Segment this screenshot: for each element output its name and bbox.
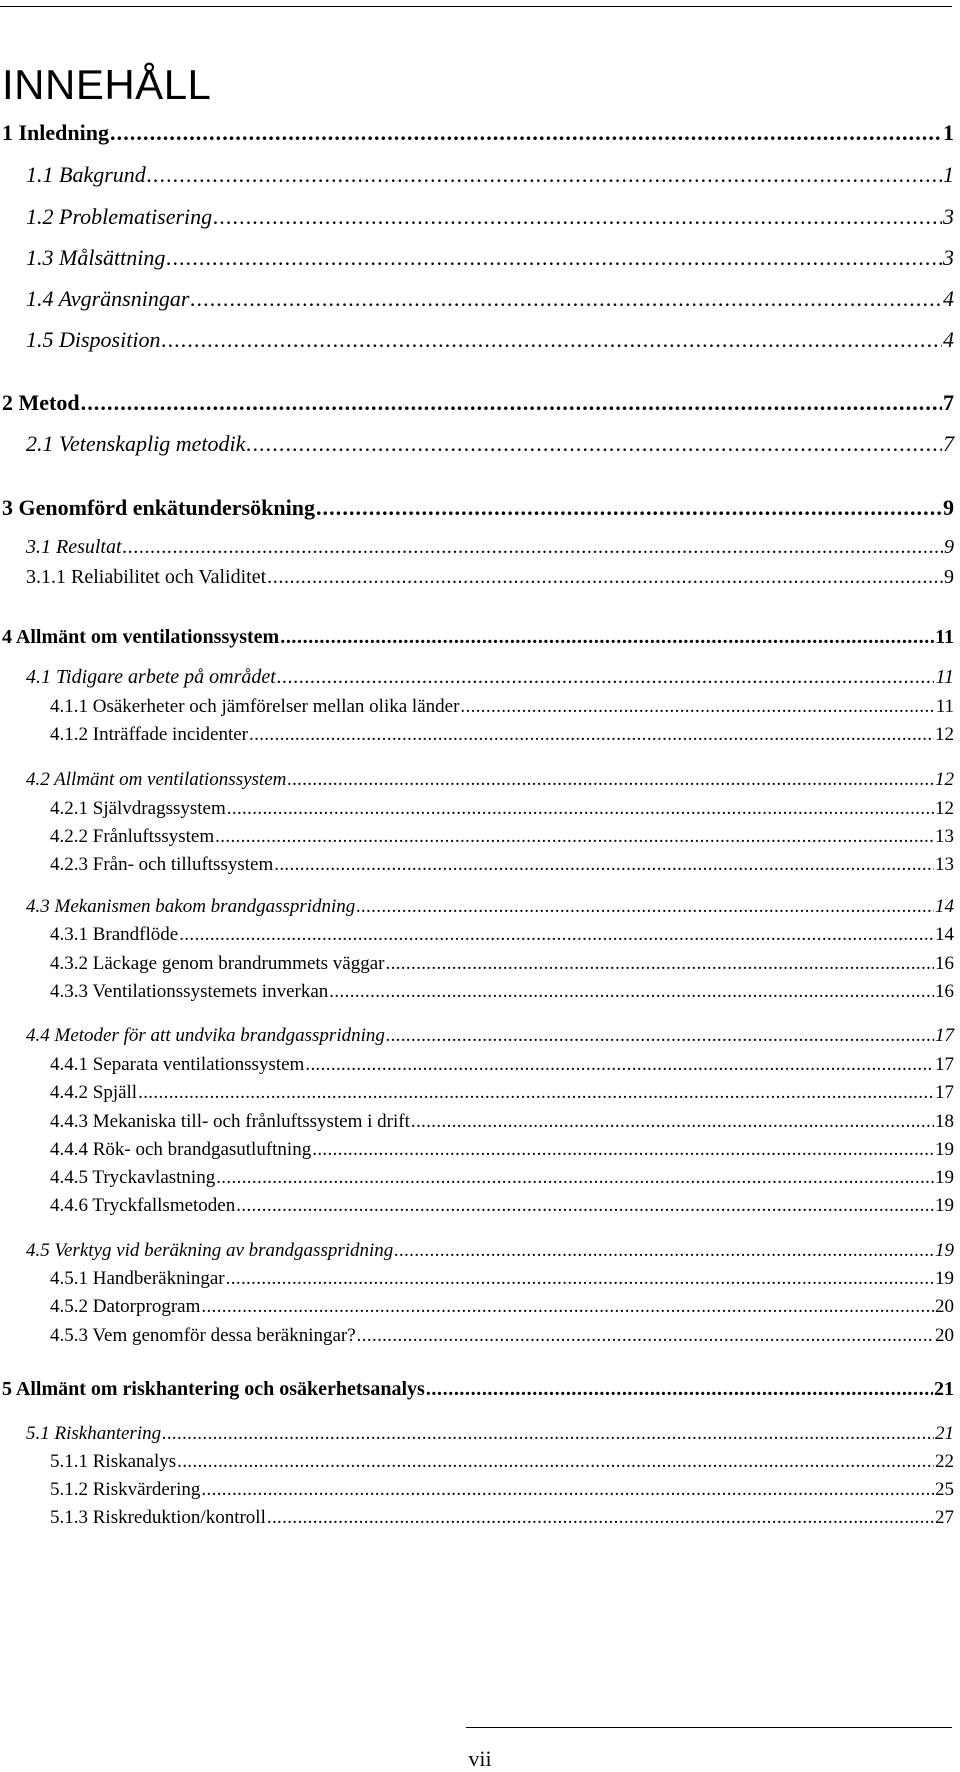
toc-entry-page: 14 (935, 924, 954, 945)
toc-entry-page: 13 (935, 826, 954, 847)
toc-entry-label: 5.1.1 Riskanalys (50, 1451, 177, 1472)
toc-entry-page: 27 (935, 1507, 954, 1528)
toc-leader-dots (236, 1196, 934, 1215)
toc-entry[interactable] (50, 1297, 954, 1316)
toc-leader-dots (177, 1452, 934, 1471)
toc-entry-label: 1.2 Problematisering (26, 204, 213, 229)
toc-entry-page: 12 (935, 769, 954, 790)
toc-leader-dots (277, 667, 935, 687)
toc-entry-label: 4.3.1 Brandflöde (50, 924, 179, 945)
toc-entry-page: 1 (943, 120, 954, 145)
toc-entry-page: 7 (943, 390, 954, 415)
toc-leader-dots (216, 1168, 934, 1187)
toc-entry-label: 5.1.2 Riskvärdering (50, 1479, 201, 1500)
toc-entry-page: 14 (935, 896, 954, 917)
toc-leader-dots (312, 1140, 934, 1159)
toc-entry[interactable] (50, 1452, 954, 1471)
toc-leader-dots (386, 954, 935, 973)
toc-leader-dots (305, 1055, 934, 1074)
toc-entry-label: 2 Metod (2, 390, 80, 415)
toc-entry[interactable] (50, 1083, 954, 1102)
toc-entry[interactable] (26, 1241, 954, 1260)
toc-leader-dots (147, 164, 942, 186)
toc-entry-page: 21 (934, 1378, 954, 1400)
toc-leader-dots (316, 497, 942, 519)
toc-leader-dots (329, 982, 934, 1001)
toc-leader-dots (226, 1269, 934, 1288)
toc-entry[interactable] (26, 206, 954, 228)
toc-entry[interactable] (50, 1269, 954, 1288)
toc-entry-label: 4 Allmänt om ventilationssystem (2, 626, 280, 648)
toc-entry-label: 1.1 Bakgrund (26, 162, 146, 187)
toc-entry-label: 5.1.3 Riskreduktion/kontroll (50, 1507, 266, 1528)
toc-entry-label: 1.5 Disposition (26, 327, 161, 352)
toc-entry-label: 4.5 Verktyg vid beräkning av brandgasspridning (26, 1240, 394, 1261)
toc-entry-label: 1 Inledning (2, 120, 109, 145)
toc-entry-label: 4.4.1 Separata ventilationssystem (50, 1054, 305, 1075)
toc-entry-page: 18 (935, 1111, 954, 1132)
toc-entry-label: 3 Genomförd enkätundersökning (2, 495, 315, 520)
toc-entry-page: 9 (943, 495, 954, 520)
toc-entry-page: 20 (935, 1325, 954, 1346)
toc-leader-dots (179, 925, 934, 944)
toc-entry-label: 4.5.1 Handberäkningar (50, 1268, 225, 1289)
toc-entry-label: 4.2.3 Från- och tilluftssystem (50, 854, 274, 875)
toc-entry[interactable] (2, 122, 954, 144)
toc-entry[interactable] (26, 329, 954, 351)
toc-entry[interactable] (50, 827, 954, 846)
toc-entry[interactable] (50, 697, 954, 716)
toc-entry-page: 11 (935, 696, 954, 717)
toc-entry-label: 4.3.2 Läckage genom brandrummets väggar (50, 953, 385, 974)
toc-entry-page: 22 (935, 1451, 954, 1472)
toc-entry-label: 4.2.2 Frånluftssystem (50, 826, 215, 847)
toc-entry-page: 4 (943, 327, 954, 352)
toc-entry-label: 4.1.1 Osäkerheter och jämförelser mellan olika länder (50, 696, 460, 717)
toc-leader-dots (201, 1297, 934, 1316)
toc-entry-page: 12 (935, 724, 954, 745)
toc-entry-page: 9 (944, 536, 954, 558)
toc-entry-page: 16 (935, 981, 954, 1002)
toc-entry-page: 11 (935, 626, 954, 648)
toc-entry[interactable] (26, 667, 954, 687)
toc-leader-dots (201, 1480, 934, 1499)
toc-entry[interactable] (50, 1112, 954, 1131)
toc-entry-page: 20 (935, 1296, 954, 1317)
toc-entry-label: 5 Allmänt om riskhantering och osäkerhetsanalys (2, 1378, 425, 1400)
toc-entry-label: 4.4 Metoder för att undvika brandgasspridning (26, 1025, 385, 1046)
toc-leader-dots (166, 247, 942, 269)
toc-entry-page: 1 (943, 162, 954, 187)
toc-entry-label: 4.2.1 Självdragssystem (50, 798, 226, 819)
toc-leader-dots (267, 567, 943, 587)
toc-entry-label: 2.1 Vetenskaplig metodik (26, 431, 246, 456)
toc-entry[interactable] (26, 897, 954, 916)
toc-entry[interactable] (50, 954, 954, 973)
toc-entry[interactable] (50, 1508, 954, 1527)
toc-entry-page: 3 (943, 204, 954, 229)
page-title: INNEHÅLL (2, 61, 212, 108)
toc-leader-dots (280, 627, 934, 647)
toc-entry-page: 17 (935, 1054, 954, 1075)
toc-leader-dots (426, 1379, 933, 1399)
toc-entry-label: 4.2 Allmänt om ventilationssystem (26, 769, 287, 790)
toc-leader-dots (394, 1241, 934, 1260)
toc-entry-label: 3.1.1 Reliabilitet och Validitet (26, 566, 267, 588)
toc-leader-dots (267, 1508, 934, 1527)
toc-entry-page: 11 (935, 666, 954, 688)
toc-entry-label: 4.4.4 Rök- och brandgasutluftning (50, 1139, 312, 1160)
toc-entry-page: 9 (944, 566, 954, 588)
toc-leader-dots (227, 799, 934, 818)
toc-entry-label: 4.5.2 Datorprogram (50, 1296, 201, 1317)
header-rule (0, 6, 952, 7)
page-number: vii (468, 1746, 492, 1771)
toc-leader-dots (110, 122, 942, 144)
toc-entry[interactable] (50, 1196, 954, 1215)
toc-leader-dots (386, 1026, 934, 1045)
toc-leader-dots (213, 206, 942, 228)
toc-entry-label: 4.5.3 Vem genomför dessa beräkningar? (50, 1325, 356, 1346)
toc-entry[interactable] (26, 164, 954, 186)
toc-entry-page: 21 (935, 1423, 954, 1444)
toc-leader-dots (357, 1326, 934, 1345)
toc-entry[interactable] (26, 1424, 954, 1443)
toc-entry[interactable] (26, 247, 954, 269)
footer-rule (466, 1727, 952, 1728)
toc-entry-page: 17 (935, 1025, 954, 1046)
toc-entry-page: 19 (935, 1240, 954, 1261)
toc-entry[interactable] (26, 567, 954, 587)
toc-entry-page: 19 (935, 1139, 954, 1160)
toc-leader-dots (287, 770, 934, 789)
toc-entry-label: 4.3 Mekanismen bakom brandgasspridning (26, 896, 356, 917)
toc-entry-label: 1.3 Målsättning (26, 245, 166, 270)
toc-entry[interactable] (26, 288, 954, 310)
toc-entry-page: 19 (935, 1268, 954, 1289)
toc-entry[interactable] (50, 925, 954, 944)
toc-leader-dots (123, 537, 943, 557)
toc-entry[interactable] (50, 1480, 954, 1499)
toc-entry[interactable] (2, 627, 954, 647)
toc-entry[interactable] (2, 1379, 954, 1399)
toc-entry[interactable] (50, 855, 954, 874)
toc-entry-page: 16 (935, 953, 954, 974)
toc-entry-page: 4 (943, 286, 954, 311)
toc-leader-dots (274, 855, 934, 874)
toc-leader-dots (81, 392, 942, 414)
toc-entry-label: 3.1 Resultat (26, 536, 122, 558)
toc-leader-dots (162, 1424, 934, 1443)
toc-entry[interactable] (26, 1026, 954, 1045)
toc-entry-page: 12 (935, 798, 954, 819)
toc-leader-dots (190, 288, 942, 310)
toc-entry-page: 25 (935, 1479, 954, 1500)
toc-entry-page: 19 (935, 1167, 954, 1188)
toc-entry-label: 4.3.3 Ventilationssystemets inverkan (50, 981, 329, 1002)
toc-entry-page: 17 (935, 1082, 954, 1103)
toc-entry-label: 1.4 Avgränsningar (26, 286, 190, 311)
toc-entry[interactable] (26, 537, 954, 557)
toc-leader-dots (246, 433, 942, 455)
toc-leader-dots (215, 827, 934, 846)
toc-entry[interactable] (26, 770, 954, 789)
toc-entry[interactable] (50, 1055, 954, 1074)
toc-entry[interactable] (50, 1326, 954, 1345)
toc-leader-dots (460, 697, 934, 716)
toc-leader-dots (249, 725, 934, 744)
toc-entry-page: 7 (943, 431, 954, 456)
toc-entry[interactable] (2, 497, 954, 519)
toc-leader-dots (161, 329, 942, 351)
toc-leader-dots (138, 1083, 934, 1102)
toc-entry[interactable] (50, 1168, 954, 1187)
toc-entry-label: 4.1 Tidigare arbete på området (26, 666, 276, 688)
toc-entry-page: 13 (935, 854, 954, 875)
toc-entry[interactable] (2, 392, 954, 414)
toc-entry[interactable] (50, 799, 954, 818)
toc-entry-page: 19 (935, 1195, 954, 1216)
toc-entry-label: 5.1 Riskhantering (26, 1423, 162, 1444)
toc-entry-page: 3 (943, 245, 954, 270)
toc-entry[interactable] (50, 982, 954, 1001)
toc-entry-label: 4.1.2 Inträffade incidenter (50, 724, 249, 745)
toc-leader-dots (356, 897, 934, 916)
toc-entry[interactable] (50, 1140, 954, 1159)
toc-entry-label: 4.4.3 Mekaniska till- och frånluftssystem i drift (50, 1111, 410, 1132)
toc-entry-label: 4.4.2 Spjäll (50, 1082, 138, 1103)
toc-leader-dots (411, 1112, 934, 1131)
toc-entry-label: 4.4.5 Tryckavlastning (50, 1167, 216, 1188)
toc-entry[interactable] (26, 433, 954, 455)
toc-entry-label: 4.4.6 Tryckfallsmetoden (50, 1195, 236, 1216)
toc-entry[interactable] (50, 725, 954, 744)
